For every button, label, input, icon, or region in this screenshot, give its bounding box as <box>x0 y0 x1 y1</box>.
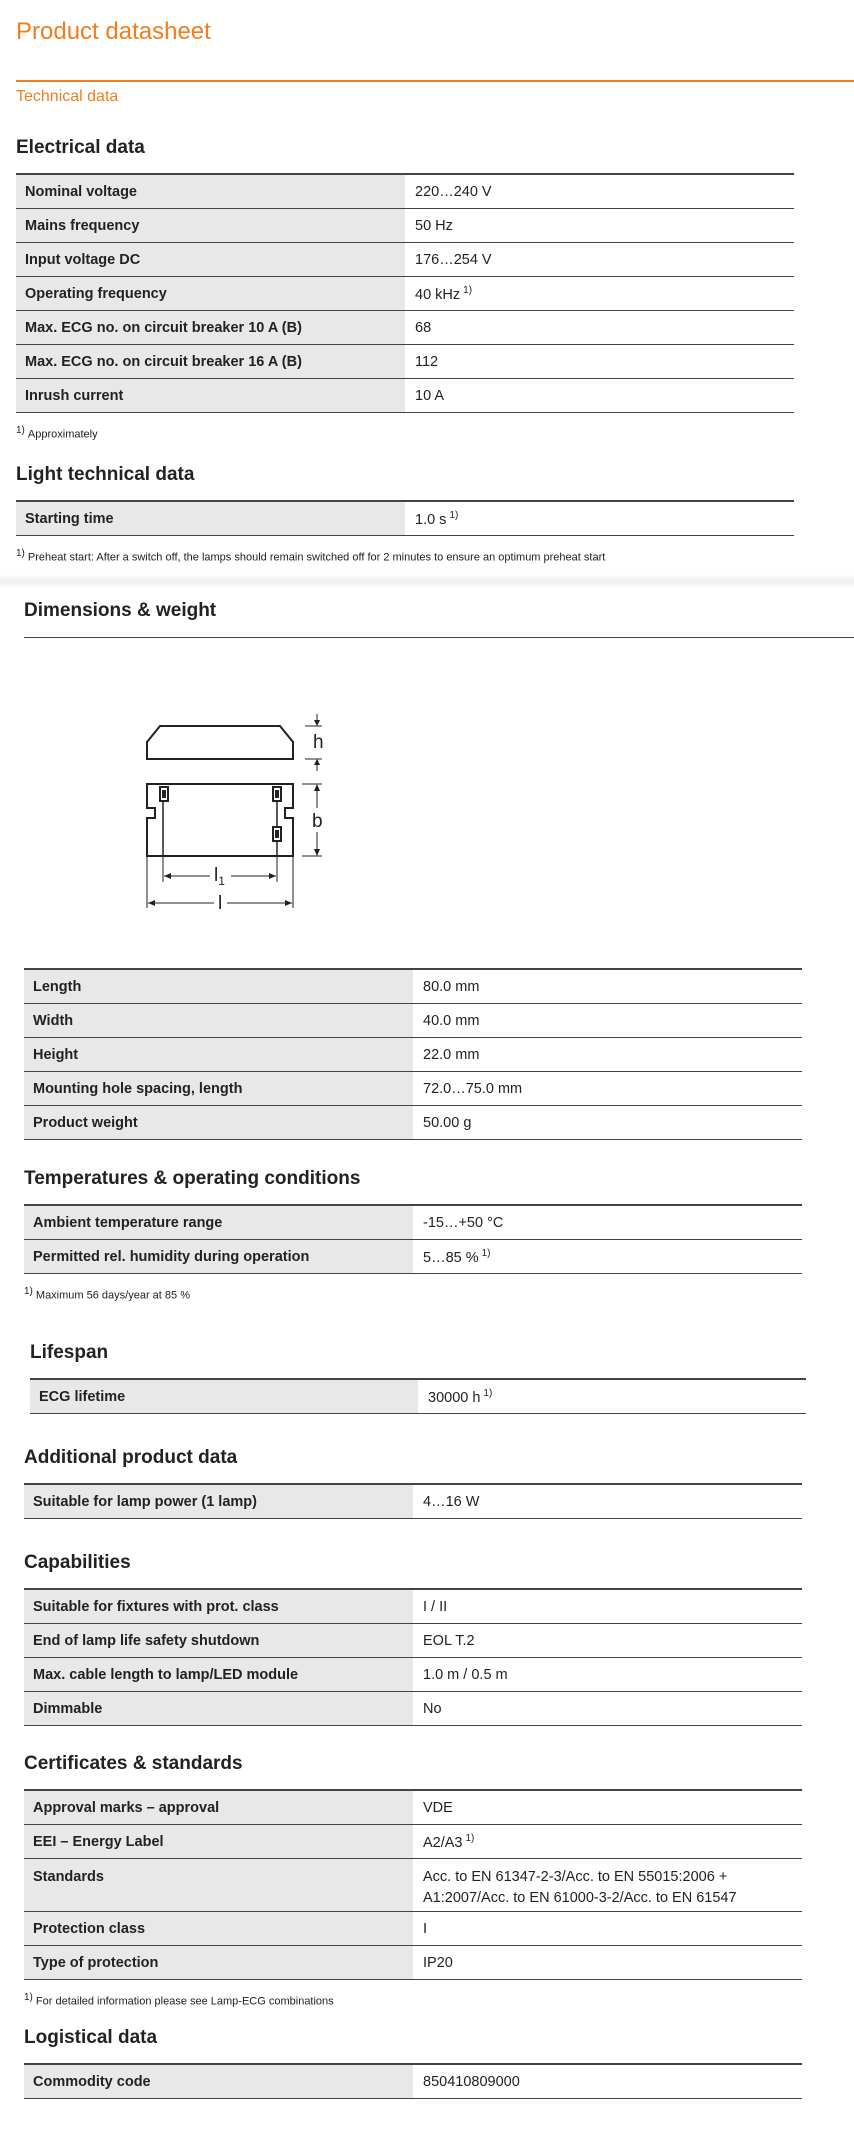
row-value: 22.0 mm <box>413 1038 802 1072</box>
logistical-section <box>24 2027 802 2099</box>
label-b: b <box>312 811 323 832</box>
row-label: End of lamp life safety shutdown <box>24 1624 413 1658</box>
label-h: h <box>313 732 324 753</box>
row-value <box>405 379 794 413</box>
row-value <box>405 209 794 243</box>
row-label: Suitable for fixtures with prot. class <box>24 1589 413 1624</box>
page-title: Product datasheet <box>16 18 211 45</box>
label-l: l <box>218 893 223 914</box>
row-label: Max. ECG no. on circuit breaker 16 A (B) <box>16 345 405 379</box>
row-value <box>413 1240 802 1274</box>
capabilities-section <box>24 1552 802 1726</box>
table-row <box>24 1589 802 1624</box>
table-row <box>16 311 794 345</box>
light-table <box>16 500 794 536</box>
row-value: No <box>413 1692 802 1726</box>
footnote <box>16 425 794 441</box>
capabilities-table <box>24 1588 802 1726</box>
table-row <box>24 2064 802 2099</box>
dimensions-section <box>24 968 802 1140</box>
certificates-table <box>24 1789 802 1980</box>
footnote-text: Preheat start: After a switch off, the lamps should remain switched off for 2 minutes to ensure an optimum preheat start <box>27 551 606 564</box>
table-row <box>24 1658 802 1692</box>
footnote-mark: 1) <box>24 1992 33 2003</box>
value-text: 30000 h <box>428 1389 481 1406</box>
section-title-electrical: Electrical data <box>16 137 145 158</box>
row-label: Mounting hole spacing, length <box>24 1072 413 1106</box>
table-row <box>24 1912 802 1946</box>
footnote-ref: 1) <box>465 1832 475 1844</box>
value-text: 176…254 V <box>415 251 492 268</box>
row-label: Protection class <box>24 1912 413 1946</box>
footnote-mark: 1) <box>16 425 25 436</box>
temperatures-table <box>24 1204 802 1274</box>
row-label: Mains frequency <box>16 209 405 243</box>
row-label: Suitable for lamp power (1 lamp) <box>24 1484 413 1519</box>
table-row <box>24 1624 802 1658</box>
row-value <box>413 1825 802 1859</box>
footnote-ref: 1) <box>449 509 459 521</box>
row-label: Ambient temperature range <box>24 1205 413 1240</box>
row-value <box>413 1946 802 1980</box>
row-label: Type of protection <box>24 1946 413 1980</box>
value-text: 1.0 s <box>415 511 447 528</box>
footnote-text: Maximum 56 days/year at 85 % <box>35 1289 190 1302</box>
row-value <box>405 501 794 536</box>
row-label: Approval marks – approval <box>24 1790 413 1825</box>
page-subtitle: Technical data <box>16 88 119 105</box>
footnote-ref: 1) <box>483 1387 493 1399</box>
row-label: Input voltage DC <box>16 243 405 277</box>
footnote <box>16 548 794 564</box>
row-value <box>418 1379 806 1414</box>
footnote-mark: 1) <box>16 548 25 559</box>
row-label: Starting time <box>16 501 405 536</box>
row-value <box>405 311 794 345</box>
footnote-text: Approximately <box>27 428 98 441</box>
table-row <box>24 969 802 1004</box>
row-value <box>405 243 794 277</box>
value-text: 5…85 % <box>423 1249 479 1266</box>
footnote-mark: 1) <box>24 1286 33 1297</box>
row-value: 1.0 m / 0.5 m <box>413 1658 802 1692</box>
table-row <box>24 1004 802 1038</box>
value-text: Acc. to EN 61347-2-3/Acc. to EN 55015:2006 + A1:2007/Acc. to EN 61000-3-2/Acc. to EN 61547 <box>423 1869 737 1906</box>
table-row <box>16 209 794 243</box>
row-value: EOL T.2 <box>413 1624 802 1658</box>
value-text: I <box>423 1920 428 1937</box>
footnote-ref: 1) <box>463 284 473 296</box>
row-label: Height <box>24 1038 413 1072</box>
row-label: Product weight <box>24 1106 413 1140</box>
section-title-capabilities: Capabilities <box>24 1552 131 1573</box>
section-title-dimensions: Dimensions & weight <box>24 600 217 621</box>
row-label: Max. ECG no. on circuit breaker 10 A (B) <box>16 311 405 345</box>
additional-table <box>24 1483 802 1519</box>
table-row <box>16 501 794 536</box>
section-title-additional: Additional product data <box>24 1447 238 1468</box>
side-view-outline <box>147 726 293 759</box>
row-value: 50.00 g <box>413 1106 802 1140</box>
section-title-certificates: Certificates & standards <box>24 1753 243 1774</box>
dimensions-title-wrap <box>24 600 216 622</box>
table-row <box>16 243 794 277</box>
row-value: 72.0…75.0 mm <box>413 1072 802 1106</box>
value-text: 68 <box>415 319 432 336</box>
label-l1: $l_1$ <box>214 865 225 888</box>
temperatures-section <box>24 1168 802 1302</box>
footnote-ref: 1) <box>481 1247 491 1259</box>
header-divider <box>16 80 854 82</box>
additional-section <box>24 1447 802 1519</box>
dimensions-table <box>24 968 802 1140</box>
table-row <box>24 1484 802 1519</box>
value-text: -15…+50 °C <box>423 1214 504 1231</box>
table-row <box>16 277 794 311</box>
table-row <box>24 1072 802 1106</box>
table-row <box>24 1205 802 1240</box>
row-value <box>413 1912 802 1946</box>
electrical-table <box>16 173 794 413</box>
row-label: Inrush current <box>16 379 405 413</box>
value-text: 220…240 V <box>415 183 492 200</box>
value-text: 50 Hz <box>415 217 453 234</box>
dimensions-divider <box>24 637 854 638</box>
row-label: Length <box>24 969 413 1004</box>
section-separator <box>0 574 854 588</box>
dimension-drawing <box>130 670 350 930</box>
table-row <box>24 1692 802 1726</box>
row-label: ECG lifetime <box>30 1379 418 1414</box>
table-row <box>16 379 794 413</box>
table-row <box>24 1790 802 1825</box>
table-row <box>24 1240 802 1274</box>
electrical-section <box>16 137 794 441</box>
row-label: Standards <box>24 1859 413 1912</box>
row-value: 80.0 mm <box>413 969 802 1004</box>
row-value <box>413 1859 802 1912</box>
table-row <box>24 1106 802 1140</box>
value-text: VDE <box>423 1799 453 1816</box>
row-value <box>405 174 794 209</box>
light-section <box>16 464 794 564</box>
table-row <box>16 174 794 209</box>
row-label: Nominal voltage <box>16 174 405 209</box>
footnote <box>24 1286 802 1302</box>
row-label: EEI – Energy Label <box>24 1825 413 1859</box>
section-title-light: Light technical data <box>16 464 195 485</box>
table-row <box>24 1825 802 1859</box>
lifespan-table <box>30 1378 806 1414</box>
table-row <box>24 1859 802 1912</box>
value-text: IP20 <box>423 1954 453 1971</box>
row-value <box>405 277 794 311</box>
row-value <box>413 1205 802 1240</box>
row-value: 4…16 W <box>413 1484 802 1519</box>
table-row <box>24 1946 802 1980</box>
logistical-table <box>24 2063 802 2099</box>
certificates-section <box>24 1753 802 2008</box>
row-label: Max. cable length to lamp/LED module <box>24 1658 413 1692</box>
section-title-lifespan: Lifespan <box>30 1342 109 1363</box>
value-text: A2/A3 <box>423 1834 463 1851</box>
section-title-logistical: Logistical data <box>24 2027 158 2048</box>
row-label: Commodity code <box>24 2064 413 2099</box>
row-value: I / II <box>413 1589 802 1624</box>
table-row <box>24 1038 802 1072</box>
table-row <box>30 1379 806 1414</box>
row-value <box>405 345 794 379</box>
row-label: Width <box>24 1004 413 1038</box>
row-label: Operating frequency <box>16 277 405 311</box>
footnote-text: For detailed information please see Lamp-ECG combinations <box>35 1995 334 2008</box>
value-text: 10 A <box>415 387 445 404</box>
footnote <box>24 1992 802 2008</box>
value-text: 40 kHz <box>415 286 461 303</box>
section-title-temperatures: Temperatures & operating conditions <box>24 1168 361 1189</box>
row-value <box>413 1790 802 1825</box>
row-value: 850410809000 <box>413 2064 802 2099</box>
row-label: Permitted rel. humidity during operation <box>24 1240 413 1274</box>
value-text: 112 <box>415 353 439 370</box>
row-value: 40.0 mm <box>413 1004 802 1038</box>
table-row <box>16 345 794 379</box>
lifespan-section <box>30 1342 806 1414</box>
row-label: Dimmable <box>24 1692 413 1726</box>
